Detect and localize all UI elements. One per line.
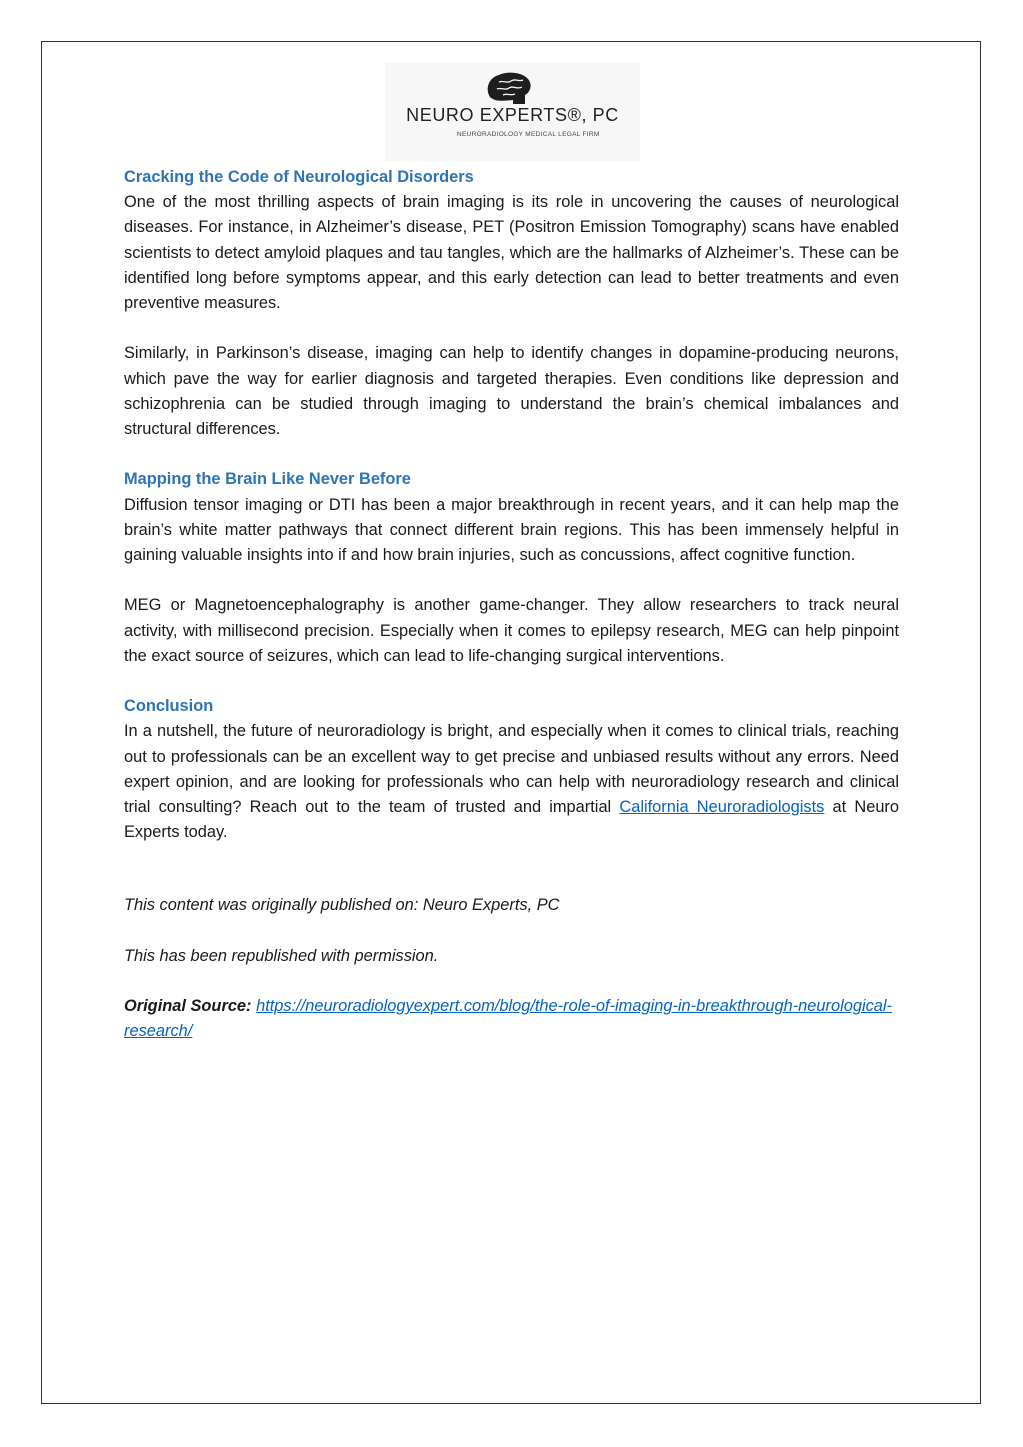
paragraph-alzheimers: One of the most thrilling aspects of brain imaging is its role in uncovering the causes of neurological diseases. For instance, in Alzheimer’s disease, PET (Positron Emission Tomography) scans have enabled scientists to detect amyloid plaques and tau tangles, which are the hallmarks of Alzheimer’s. These can be identified long before symptoms appear, and this early detection can lead to better treatments and even preventive measures. — [124, 193, 899, 313]
original-source-link[interactable]: https://neuroradiologyexpert.com/blog/the-role-of-imaging-in-breakthrough-neurological-research/ — [124, 997, 893, 1041]
section-heading-cracking: Cracking the Code of Neurological Disorders — [124, 168, 474, 186]
company-logo — [385, 62, 640, 162]
brain-head-icon — [481, 70, 541, 110]
california-neuroradiologists-link[interactable]: California Neuroradiologists — [619, 798, 825, 817]
republished-note: This has been republished with permission. — [124, 946, 439, 965]
conclusion-text-end: at Neuro Experts today. — [124, 798, 900, 842]
paragraph-conclusion — [124, 719, 899, 845]
conclusion-text-start: In a nutshell, the future of neuroradiology is bright, and especially when it comes to clinical trials, reaching out to professionals can be an excellent way to get precise and unbiased results without any errors. Need expert opinion, and are looking for professionals who can help with neuroradiology research and clinical trial consulting? Reach out to the team of trusted and impartial — [124, 722, 899, 817]
original-source — [124, 994, 899, 1044]
section-heading-mapping: Mapping the Brain Like Never Before — [124, 470, 411, 489]
paragraph-meg: MEG or Magnetoencephalography is another game-changer. They allow researchers to track neural activity, with millisecond precision. Especially when it comes to epilepsy research, MEG can help pinpoint the exact source of seizures, which can lead to life-changing surgical interventions. — [124, 596, 899, 665]
logo-tagline: NEURORADIOLOGY MEDICAL LEGAL FIRM — [457, 131, 600, 138]
original-source-label: Original Source: — [124, 997, 252, 1016]
logo-company-name: NEURO EXPERTS®, PC — [406, 105, 619, 125]
article-body — [124, 165, 899, 1045]
section-heading-conclusion: Conclusion — [124, 697, 214, 716]
paragraph-parkinsons: Similarly, in Parkinson’s disease, imaging can help to identify changes in dopamine-producing neurons, which pave the way for earlier diagnosis and targeted therapies. Even conditions like depression and schizophrenia can be studied through imaging to understand the brain’s chemical imbalances and structural differences. — [124, 344, 899, 439]
published-note: This content was originally published on: Neuro Experts, PC — [124, 896, 560, 915]
paragraph-dti: Diffusion tensor imaging or DTI has been a major breakthrough in recent years, and it can help map the brain’s white matter pathways that connect different brain regions. This has been immensely helpful in gaining valuable insights into if and how brain injuries, such as concussions, affect cognitive function. — [124, 495, 899, 565]
